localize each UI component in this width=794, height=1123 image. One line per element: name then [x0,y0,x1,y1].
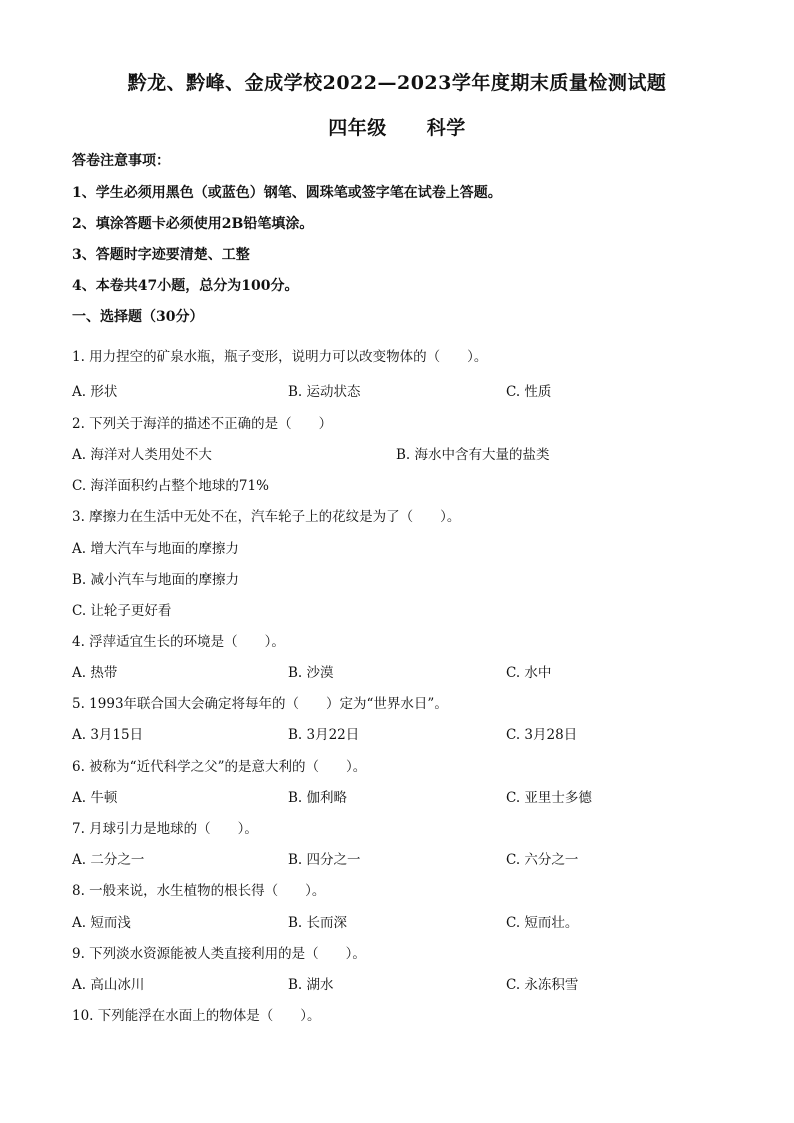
question-5-stem: 5. 1993年联合国大会确定将每年的（ ）定为“世界水日”。 [72,696,448,712]
question-2-option-b: B. 海水中含有大量的盐类 [396,447,550,463]
section-title: 一、选择题（30分） [72,309,204,325]
question-7-option-b: B. 四分之一 [288,852,361,868]
question-6-stem: 6. 被称为“近代科学之父”的是意大利的（ ）。 [72,759,367,775]
question-8-option-a: A. 短而浅 [72,915,131,931]
notice-item-4: 4、本卷共47小题，总分为100分。 [72,278,299,294]
question-3-option-a: A. 增大汽车与地面的摩擦力 [72,541,239,557]
question-5-option-a: A. 3月15日 [72,727,144,743]
question-4-option-c: C. 水中 [506,665,552,681]
question-3-stem: 3. 摩擦力在生活中无处不在，汽车轮子上的花纹是为了（ ）。 [72,509,461,525]
question-7-stem: 7. 月球引力是地球的（ ）。 [72,821,258,837]
question-6-option-c: C. 亚里士多德 [506,790,592,806]
notice-item-1: 1、学生必须用黑色（或蓝色）钢笔、圆珠笔或签字笔在试卷上答题。 [72,185,502,201]
notice-item-3: 3、答题时字迹要清楚、工整 [72,247,250,263]
question-3-option-c: C. 让轮子更好看 [72,603,172,619]
question-4-option-b: B. 沙漠 [288,665,334,681]
question-8-stem: 8. 一般来说，水生植物的根长得（ ）。 [72,883,326,899]
question-1-option-b: B. 运动状态 [288,384,361,400]
question-9-stem: 9. 下列淡水资源能被人类直接利用的是（ ）。 [72,946,366,962]
question-7-option-c: C. 六分之一 [506,852,579,868]
question-5-option-b: B. 3月22日 [288,727,360,743]
question-4-option-a: A. 热带 [72,665,118,681]
question-2-stem: 2. 下列关于海洋的描述不正确的是（ ） [72,416,333,432]
question-6-option-b: B. 伽利略 [288,790,348,806]
grade-label: 四年级 [328,117,387,139]
question-3-option-b: B. 减小汽车与地面的摩擦力 [72,572,240,588]
question-9-option-b: B. 湖水 [288,977,334,993]
question-8-option-b: B. 长而深 [288,915,348,931]
question-10-stem: 10. 下列能浮在水面上的物体是（ ）。 [72,1008,321,1024]
question-1-option-c: C. 性质 [506,384,552,400]
question-6-option-a: A. 牛顿 [72,790,118,806]
subject-label: 科学 [426,117,466,139]
question-9-option-a: A. 高山冰川 [72,977,145,993]
question-9-option-c: C. 永冻积雪 [506,977,579,993]
question-2-option-a: A. 海洋对人类用处不大 [72,447,212,463]
notice-item-2: 2、填涂答题卡必须使用2B铅笔填涂。 [72,216,314,232]
question-1-option-a: A. 形状 [72,384,118,400]
question-1-stem: 1. 用力捏空的矿泉水瓶，瓶子变形，说明力可以改变物体的（ ）。 [72,349,488,365]
question-2-option-c: C. 海洋面积约占整个地球的71% [72,478,269,494]
exam-subtitle [0,113,794,140]
question-5-option-c: C. 3月28日 [506,727,578,743]
exam-title: 黔龙、黔峰、金成学校2022—2023学年度期末质量检测试题 [127,72,667,94]
question-4-stem: 4. 浮萍适宜生长的环境是（ ）。 [72,634,285,650]
question-7-option-a: A. 二分之一 [72,852,145,868]
notice-heading: 答卷注意事项： [72,153,170,169]
question-8-option-c: C. 短而壮。 [506,915,579,931]
